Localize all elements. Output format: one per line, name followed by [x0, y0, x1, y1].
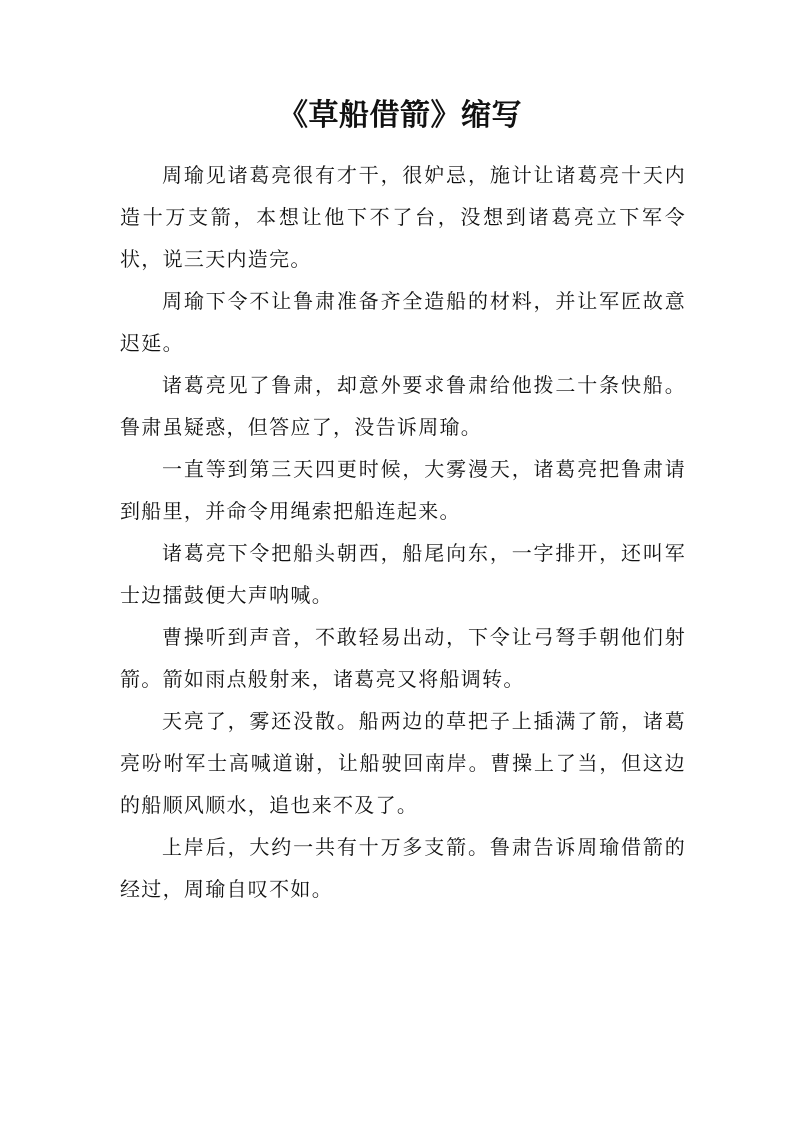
- paragraph-7: 天亮了，雾还没散。船两边的草把子上插满了箭，诸葛亮吩咐军士高喊道谢，让船驶回南岸。曹操上了当，但这边的船顺风顺水，追也来不及了。: [120, 709, 686, 817]
- paragraph-1: 周瑜见诸葛亮很有才干，很妒忌，施计让诸葛亮十天内造十万支箭，本想让他下不了台，没想到诸葛亮立下军令状，说三天内造完。: [120, 163, 686, 271]
- document-body: [120, 154, 686, 910]
- paragraph-8: 上岸后，大约一共有十万多支箭。鲁肃告诉周瑜借箭的经过，周瑜自叹不如。: [120, 835, 686, 901]
- paragraph-6: 曹操听到声音，不敢轻易出动，下令让弓弩手朝他们射箭。箭如雨点般射来，诸葛亮又将船调转。: [120, 625, 686, 691]
- paragraph-2: 周瑜下令不让鲁肃准备齐全造船的材料，并让军匠故意迟延。: [120, 289, 686, 355]
- paragraph-4: 一直等到第三天四更时候，大雾漫天，诸葛亮把鲁肃请到船里，并命令用绳索把船连起来。: [120, 457, 686, 523]
- paragraph-5: 诸葛亮下令把船头朝西，船尾向东，一字排开，还叫军士边擂鼓便大声呐喊。: [120, 541, 686, 607]
- document-title: 《草船借箭》缩写: [278, 98, 522, 133]
- paragraph-3: 诸葛亮见了鲁肃，却意外要求鲁肃给他拨二十条快船。鲁肃虽疑惑，但答应了，没告诉周瑜。: [120, 373, 686, 439]
